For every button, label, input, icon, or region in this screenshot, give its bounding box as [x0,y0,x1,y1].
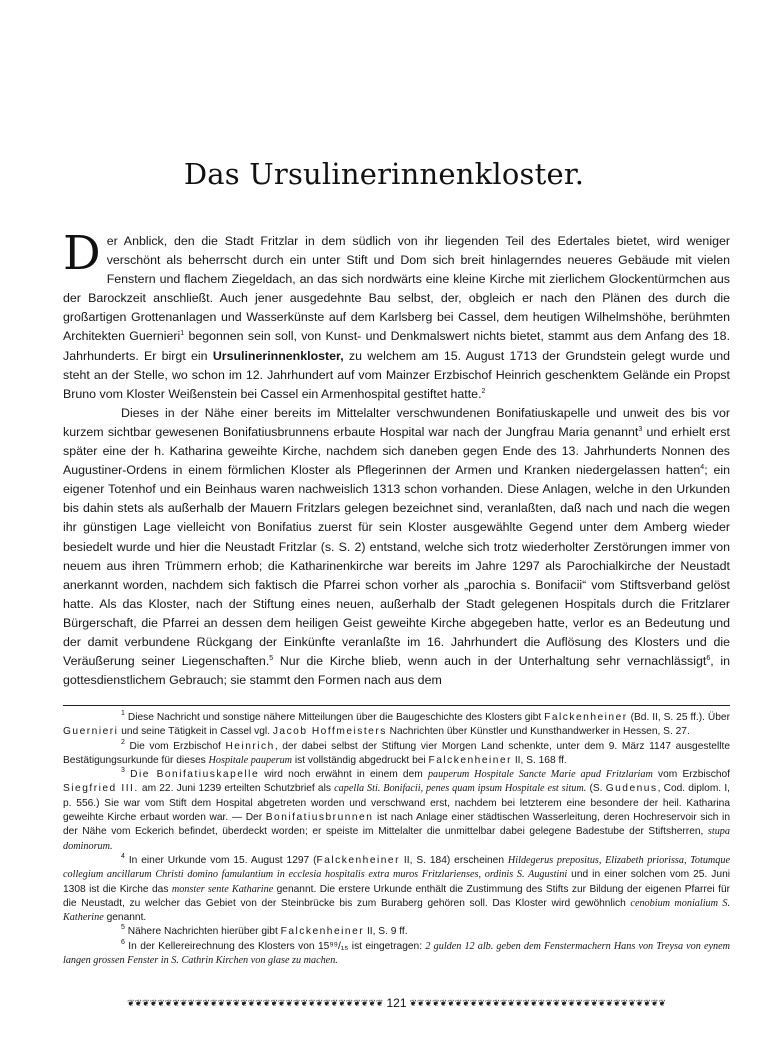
text-run: II, S. 168 ff. [512,754,567,766]
text-run: er Anblick, den die Stadt Fritzlar in dem südlich von ihr liegenden Teil des Edertales bietet, wird weniger verschönt als beherrscht durch ein unter Stift und Dom sich breit hinlagerndes neueres Gebäude mit vielen Fenstern und flachem Ziegeldach, an das sich nordwärts eine kleine Kirche mit zierlichem Glockentürmchen aus der Barockzeit anschließt. Auch jener ausgedehnte Bau selbst, der, obgleich er nach den Plänen des durch die großartigen Grottenanlagen und Wasserkünste auf dem Karlsberg bei Cassel, dem heutigen Wilhelmshöhe, berühmten Architekten Guernieri [63,234,730,344]
drop-cap: D [63,226,101,281]
text-run: wird noch erwähnt in einem dem [259,769,428,781]
text-run: Nähere Nachrichten hierüber gibt [124,926,281,938]
spaced-term: Bonifatiusbrunnen [265,812,374,824]
latin-quote: capella Sti. Bonifacii, penes quam ipsum Hospitale est situm. [334,783,587,795]
text-run: Dieses in der Nähe einer bereits im Mittelalter verschwundenen Bonifatiuskapelle und unweit des bis vor kurzem sichtbar gewesenen Bonifatiusbrunnens erbaute Hospital war nach der Jungfrau Maria genannt [63,405,730,439]
footnote-1 [63,711,730,740]
text-run: ist nach Anlage einer städtischen Wasserleitung, deren Hochreservoir sich in der Nähe vom Eckerich befindet, überdeckt worden; er speiste im Mittelalter die unmittelbar dabei gelegene Badestube der Stiftsherren, [63,812,730,838]
person-name: Heinrich [225,740,275,752]
footnote-ref[interactable]: 5 [269,655,274,663]
footnote-ref[interactable]: 6 [706,655,711,663]
leaf-border-ornament-icon: ❦❦❦❦❦❦❦❦❦❦❦❦❦❦❦❦❦❦❦❦❦❦❦❦❦❦❦❦❦❦❦❦❦❦ [409,998,666,1008]
text-run: Nur die Kirche blieb, wenn auch in der Unterhaltung sehr vernachlässigt [273,654,707,669]
text-run: am 22. Juni 1239 erteilten Schutzbrief als [138,783,335,795]
spaced-term: Die Bonifatiuskapelle [130,769,260,781]
latin-quote: 2 gulden 12 alb. geben dem Fenstermachern Hans von Treysa von eynem langen grossen Fenster in S. Cathrin Kirchen von glase zu machen. [63,940,730,967]
text-run: vom Erzbischof [652,769,731,781]
author-name: Guernieri [63,726,119,738]
text-run: genannt. [103,912,147,924]
text-run: Nachrichten über Künstler und Kunsthandwerker in Hessen, S. 27. [386,726,690,738]
text-run: , Cod. diplom. I, p. 556.) Sie war vom Stift dem Hospital abgetreten worden und verschwand erst, nachdem bei letzterem eine besondere der heil. Katharina geweihte Kirche erbaut worden war. — Der [63,783,730,824]
text-run: II, S. 184) erscheinen [400,854,508,866]
footnote-2 [63,740,730,769]
text-run: ist vollständig abgedruckt bei [292,754,429,766]
latin-quote: pauperum Hospitale Sancte Marie apud Fritzlariam [427,769,653,781]
author-name: Jacob Hoffmeisters [272,726,387,738]
footnote-divider [63,705,730,706]
page-number: 121 [386,996,407,1010]
page-footer [63,995,730,1011]
text-run: und erhielt erst später eine der h. Katharina geweihte Kirche, nachdem sich daneben gegen Ende des 13. Jahrhunderts Nonnen des Augustiner-Ordens in einem förmlichen Kloster als Pflegerinnen der Armen und Kranken niedergelassen hatten [63,424,730,478]
footnote-ref[interactable]: 4 [700,464,705,472]
footnote-4 [63,854,730,925]
author-name: Falckenheiner [280,926,365,938]
person-name: Siegfried III. [63,783,139,795]
text-run: In der Kellereirechnung des Klosters von 15⁹⁹/₁₅ ist eingetragen: [124,940,426,952]
footnote-number: 5 [121,924,125,932]
latin-quote: stupa dominorum. [63,826,730,852]
leaf-border-ornament-icon: ❦❦❦❦❦❦❦❦❦❦❦❦❦❦❦❦❦❦❦❦❦❦❦❦❦❦❦❦❦❦❦❦❦❦ [127,998,384,1008]
latin-quote: cenobium monialium S. Katherine [63,897,730,924]
text-run: Die vom Erzbischof [124,740,226,752]
text-run: (S. [586,783,606,795]
bold-term: Ursulinerinnenkloster, [212,348,344,363]
footnote-3 [63,768,730,854]
author-name: Falckenheiner [544,712,628,723]
text-run: zu welchem am 15. August 1713 der Grundstein gelegt wurde und steht an der Stelle, wo schon im 12. Jahrhundert auf vom Mainzer Erzbischof Heinrich geschenktem Gelände ein Propst Bruno vom Kloster Weißenstein bei Cassel ein Armenhospital gestiftet hatte. [63,348,730,401]
paragraph-2 [63,404,730,690]
footnote-number: 6 [121,938,125,946]
text-run: genannt. Die erstere Urkunde enthält die Zustimmung des Stifts zur Bildung der eigenen Pfarrei für die Neustadt, zu welcher das Gebiet von der Steinbrücke bis zum Buraberg gehören soll. Das Kloster wird gewöhnlich [63,883,731,909]
text-run: und seine Tätigkeit in Cassel vgl. [118,726,273,738]
footnote-ref[interactable]: 2 [481,387,486,395]
text-run: , in gottesdienstlichem Gebrauch; sie stammt den Formen nach aus dem [63,654,730,688]
text-run: (Bd. II, S. 25 ff.). Über [627,712,730,723]
footnote-5 [63,925,730,939]
text-run: begonnen sein soll, von Kunst- und Denkmalswert nichts bietet, stammt aus dem Anfang des 18. Jahrhunderts. Er birgt ein [63,329,731,363]
latin-quote: Hospitale pauperum [208,754,293,766]
footnote-ref[interactable]: 3 [638,425,643,433]
author-name: Falckenheiner [428,754,513,766]
latin-quote: monster sente Katharine [171,883,274,895]
text-run: und in einer solchen vom 25. Juni 1308 ist die Kirche das [63,869,730,895]
latin-quote: Hildegerus prepositus, Elizabeth priorissa, Totumque collegium ancillarum Christi domino famulantium in ecclesia hospitalis extra muros Fritzlarienses, ordinis S. Augustini [63,854,730,881]
footnotes [63,711,730,968]
footnote-number: 2 [121,738,125,746]
text-run: II, S. 9 ff. [364,926,408,938]
footnote-6 [63,940,730,969]
footnote-number: 1 [121,710,125,717]
author-name: Falckenheiner [316,854,400,866]
author-name: Gudenus [605,783,658,795]
paragraph-1 [63,226,731,404]
text-run: Diese Nachricht und sonstige nähere Mitteilungen über die Baugeschichte des Klosters gibt [124,712,545,723]
footnote-number: 4 [121,852,125,860]
footnote-ref[interactable]: 1 [180,330,185,338]
page-title: Das Ursulinerinnenkloster. [183,157,585,191]
main-text [63,226,731,690]
text-run: ; ein eigener Totenhof und ein Beinhaus waren nachweislich 1313 schon vorhanden. Diese Anlagen, welche in den Urkunden bis dahin stets als außerhalb der Mauern Fritzlars gelegen bezeichnet sind, veranlaßten, daß nach und nach die wegen ihr günstigen Lage vielleicht von Bonifatius zuerst für sein Kloster ausgewählte Gegend unter dem Amberg wieder besiedelt wurde und hier die Neustadt Fritzlar (s. S. 2) entstand, welche sich trotz wiederholter Zerstörungen immer von neuem aus ihren Trümmern erhob; die Katharinenkirche war bereits im Jahre 1297 als Parochialkirche der Neustadt anerkannt worden, nachdem sich faktisch die Pfarrei schon vorher als „parochia s. Bonifacii“ vom Stiftsverband gelöst hatte. Als das Kloster, nach der Stiftung eines neuen, außerhalb der Stadt gelegenen Hospitals durch die Fritzlarer Bürgerschaft, die Pfarrei an dessen dem heiligen Geist geweihte Kirche abgegeben hatte, verlor es an Bedeutung und der damit verbundene Rückgang der Einkünfte veranlaßte im 16. Jahrhundert die Auflösung des Klosters und die Veräußerung seiner Liegenschaften. [63,463,730,669]
footnote-number: 3 [121,767,125,775]
text-run: In einer Urkunde vom 15. August 1297 ( [124,854,317,866]
text-run: , der dabei selbst der Stiftung vier Morgen Land schenkte, unter dem 9. März 1147 ausgestellte Bestätigungsurkunde für dieses [63,740,730,766]
